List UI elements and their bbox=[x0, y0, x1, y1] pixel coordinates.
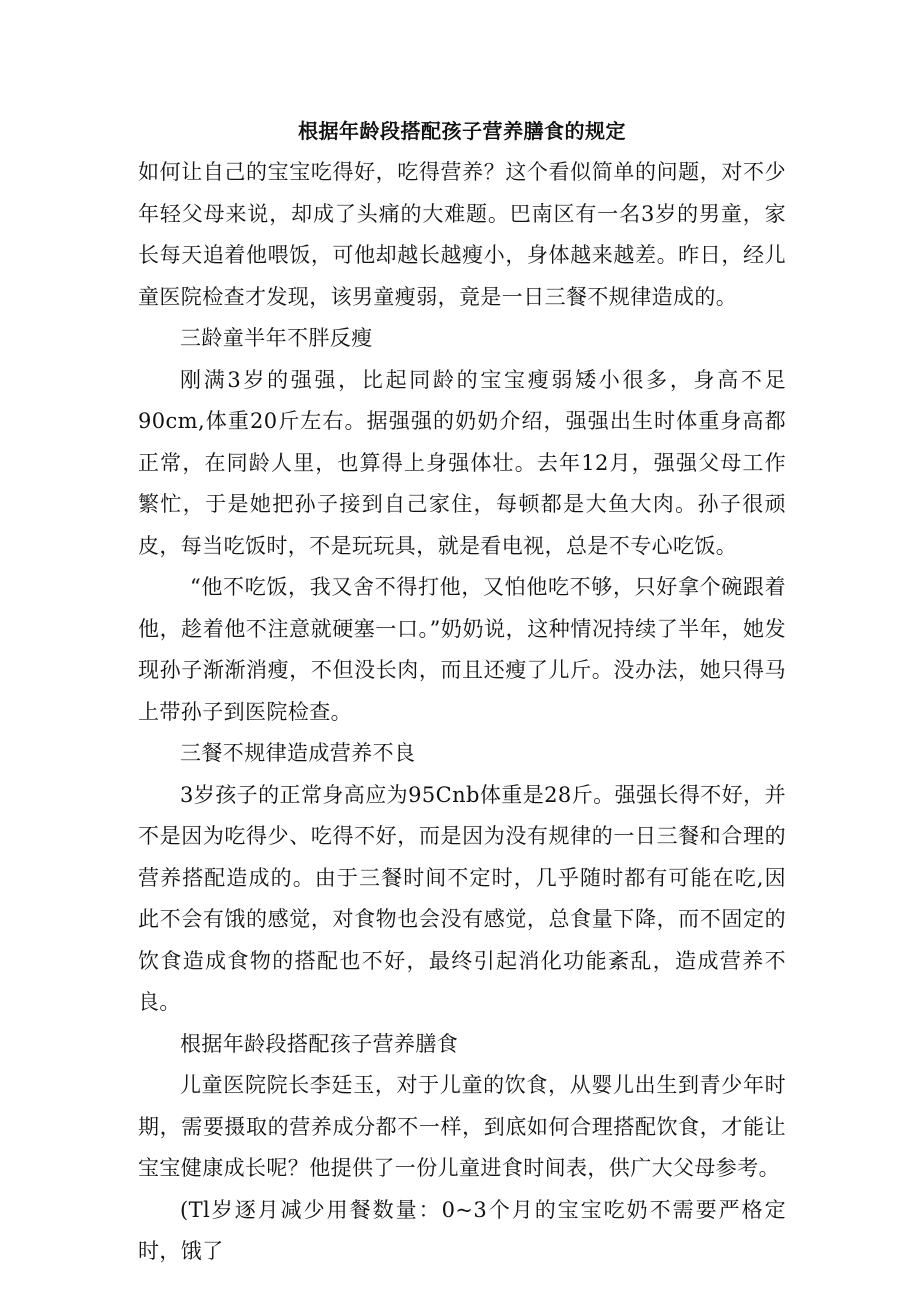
body-paragraph: (Tl岁逐月减少用餐数量：0~3个月的宝宝吃奶不需要严格定时，饿了 bbox=[138, 1197, 786, 1263]
section-heading: 三餐不规律造成营养不良 bbox=[180, 741, 416, 765]
quote-paragraph: “他不吃饭，我又舍不得打他，又怕他吃不够，只好拿个碗跟着他，趁着他不注意就硬塞一口。”奶奶说，这种情况持续了半年，她发现孙子渐渐消瘦，不但没长肉，而且还瘦了儿斤。没办法，她只得马上带孙子到医院检查。 bbox=[138, 575, 786, 724]
section-heading: 根据年龄段搭配孩子营养膳食 bbox=[180, 1031, 459, 1056]
body-paragraph: 儿童医院院长李廷玉，对于儿童的饮食，从婴儿出生到青少年时期，需要摄取的营养成分都不一样，到底如何合理搭配饮食，才能让宝宝健康成长呢？他提供了一份儿童进食时间表，供广大父母参考。 bbox=[138, 1073, 786, 1180]
section-heading: 三龄童半年不胖反瘦 bbox=[180, 326, 373, 350]
body-paragraph: 3岁孩子的正常身高应为95Cnb体重是28斤。强强长得不好，并不是因为吃得少、吃得不好，而是因为没有规律的一日三餐和合理的营养搭配造成的。由于三餐时间不定时，几乎随时都有可能在吃,因此不会有饿的感觉，对食物也会没有感觉，总食量下降，而不固定的饮食造成食物的搭配也不好，最终引起消化功能紊乱，造成营养不良。 bbox=[138, 782, 786, 1014]
intro-paragraph: 如何让自己的宝宝吃得好，吃得营养？这个看似简单的问题，对不少年轻父母来说，却成了头痛的大难题。巴南区有一名3岁的男童，家长每天追着他喂饭，可他却越长越瘦小，身体越来越差。昨日，经儿童医院检查才发现，该男童瘦弱，竟是一日三餐不规律造成的。 bbox=[138, 160, 786, 309]
document-title: 根据年龄段搭配孩子营养膳食的规定 bbox=[298, 119, 626, 143]
body-paragraph: 刚满3岁的强强，比起同龄的宝宝瘦弱矮小很多，身高不足90cm,体重20斤左右。据强强的奶奶介绍，强强出生时体重身高都正常，在同龄人里，也算得上身强体壮。去年12月，强强父母工作繁忙，于是她把孙子接到自己家住，每顿都是大鱼大肉。孙子很顽皮，每当吃饭时，不是玩玩具，就是看电视，总是不专心吃饭。 bbox=[138, 367, 786, 558]
